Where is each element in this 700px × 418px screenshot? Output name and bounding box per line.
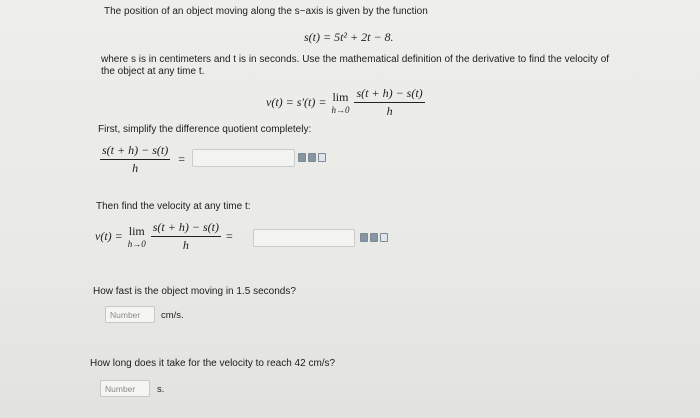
velocity-def-limit bbox=[331, 90, 349, 115]
velocity-def-denominator: h bbox=[386, 104, 393, 118]
part3-number-input[interactable] bbox=[105, 306, 155, 323]
velocity-def-fraction bbox=[354, 86, 424, 119]
part2-prompt: Then find the velocity at any time t: bbox=[96, 201, 251, 212]
part1-fraction bbox=[100, 143, 170, 176]
part3-prompt: How fast is the object moving in 1.5 seconds? bbox=[93, 286, 296, 297]
part2-numerator: s(t + h) − s(t) bbox=[151, 220, 221, 237]
part4-number-input[interactable] bbox=[100, 380, 150, 397]
part1-expression bbox=[100, 143, 185, 176]
part2-expression bbox=[95, 220, 233, 253]
part2-answer-field[interactable] bbox=[253, 229, 355, 247]
preview-icon[interactable] bbox=[380, 233, 388, 242]
part2-fraction bbox=[151, 220, 221, 253]
math-editor-icon[interactable] bbox=[308, 153, 316, 162]
velocity-definition bbox=[266, 86, 425, 119]
velocity-def-lim-sub: h→0 bbox=[331, 105, 350, 115]
part2-limit bbox=[128, 224, 146, 249]
part1-denominator: h bbox=[132, 161, 139, 175]
part2-lhs: v(t) = bbox=[95, 229, 123, 243]
problem-where-line1: where s is in centimeters and t is in seconds. Use the mathematical definition of the derivative to find the velocity of bbox=[101, 54, 610, 65]
part1-answer-field[interactable] bbox=[192, 149, 295, 167]
keyboard-icon[interactable] bbox=[298, 153, 306, 162]
part4-prompt: How long does it take for the velocity to reach 42 cm/s? bbox=[90, 358, 336, 369]
part1-prompt: First, simplify the difference quotient completely: bbox=[98, 124, 312, 135]
problem-intro: The position of an object moving along the s−axis is given by the function bbox=[104, 6, 428, 17]
part4-unit: s. bbox=[157, 384, 165, 395]
problem-where-line2: the object at any time t. bbox=[101, 66, 205, 77]
part2-lim-sub: h→0 bbox=[127, 239, 146, 249]
preview-icon[interactable] bbox=[318, 153, 326, 162]
part2-answer-tools bbox=[360, 233, 388, 242]
part2-denominator: h bbox=[182, 238, 189, 252]
part1-numerator: s(t + h) − s(t) bbox=[100, 143, 170, 160]
function-expression: s(t) = 5t² + 2t − 8. bbox=[304, 30, 394, 44]
velocity-def-lim-word: lim bbox=[332, 90, 349, 104]
part2-equals: = bbox=[225, 229, 233, 243]
keyboard-icon[interactable] bbox=[360, 233, 368, 242]
math-editor-icon[interactable] bbox=[370, 233, 378, 242]
part3-unit: cm/s. bbox=[161, 310, 184, 321]
part1-answer-tools bbox=[298, 153, 326, 162]
velocity-def-numerator: s(t + h) − s(t) bbox=[354, 86, 424, 103]
part2-lim-word: lim bbox=[128, 224, 145, 238]
velocity-def-lhs: v(t) = s′(t) = bbox=[266, 95, 327, 109]
part1-equals: = bbox=[178, 152, 185, 166]
